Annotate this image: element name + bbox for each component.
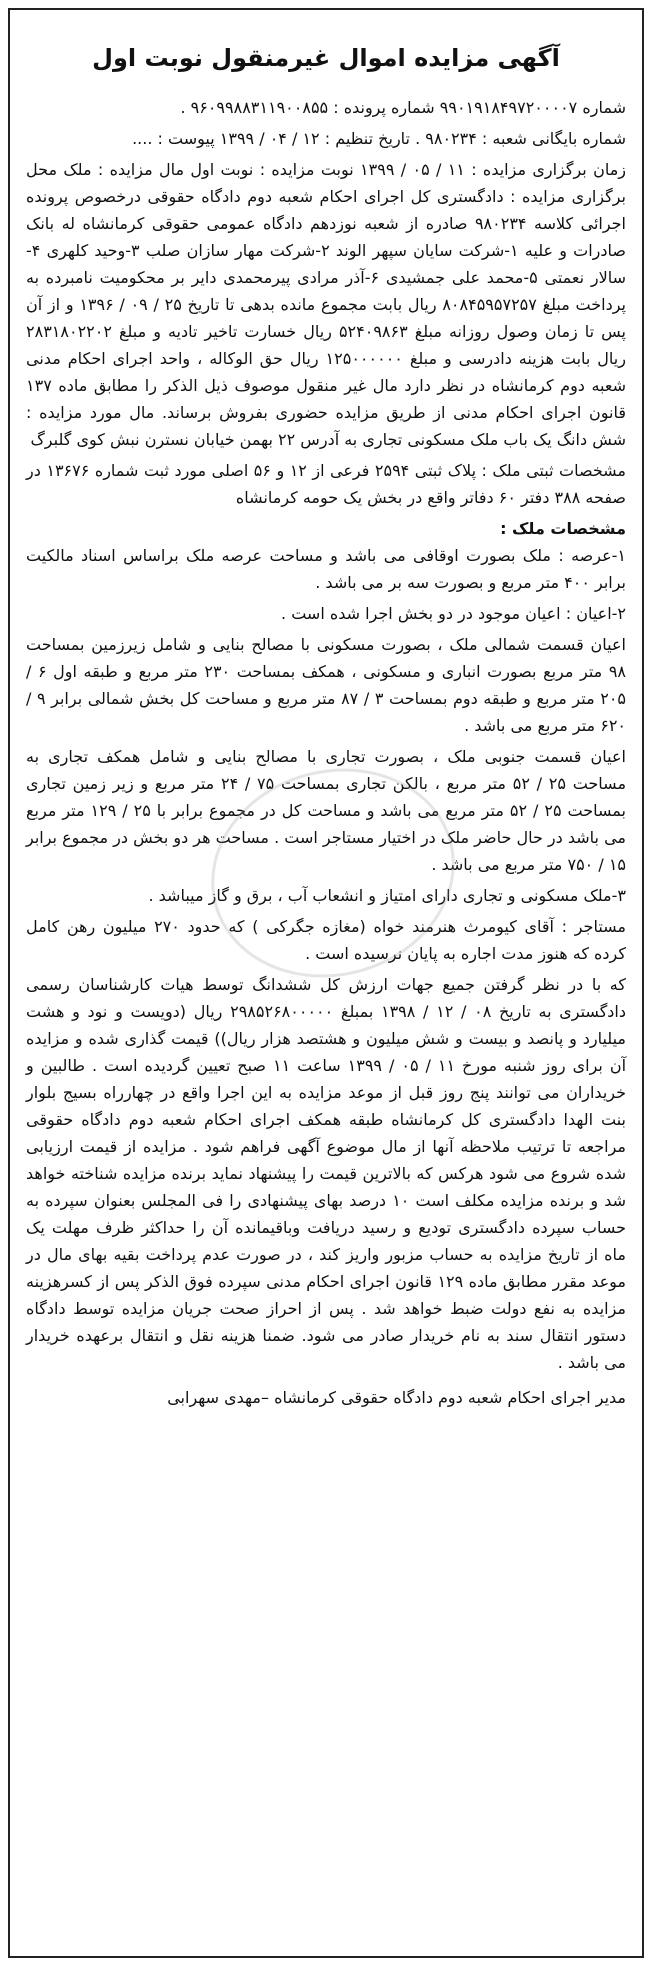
paragraph: شماره بایگانی شعبه : ۹۸۰۲۳۴ . تاریخ تنظیم : ۱۲ / ۰۴ / ۱۳۹۹ پیوست : .... — [132, 129, 626, 148]
notice-frame — [8, 8, 644, 1958]
spec-item: ۲-اعیان : اعیان موجود در دو بخش اجرا شده است . — [281, 604, 626, 623]
spec-item: مستاجر : آقای کیومرث هنرمند خواه (مغازه جگرکی ) که حدود ۲۷۰ میلیون رهن کامل کرده که هنوز مدت اجاره به پایان نرسیده است . — [26, 917, 626, 963]
paragraph: مشخصات ثبتی ملک : پلاک ثبتی ۲۵۹۴ فرعی از ۱۲ و ۵۶ اصلی مورد ثبت شماره ۱۳۶۷۶ در صفحه ۳۸۸ دفتر ۶۰ دفاتر واقع در بخش یک حومه کرمانشاه — [26, 461, 626, 507]
spec-item: اعیان قسمت جنوبی ملک ، بصورت تجاری با مصالح بنایی و شامل همکف تجاری به مساحت ۲۵ / ۵۲ متر مربع ، بالکن تجاری بمساحت ۷۵ / ۲۴ متر مربع و زیر زمین تجاری بمساحت ۲۵ / ۵۲ متر مربع می باشد و مساحت کل در مجموع برابر با ۲۵ / ۱۲۹ متر مربع می باشد در حال حاضر ملک در اختیار مستاجر است . مساحت هر دو بخش در مجموع برابر ۱۵ / ۷۵۰ متر مربع می باشد . — [26, 747, 627, 874]
spec-item: ۳-ملک مسکونی و تجاری دارای امتیاز و انشعاب آب ، برق و گاز میباشد . — [148, 886, 626, 905]
paragraph: زمان برگزاری مزایده : ۱۱ / ۰۵ / ۱۳۹۹ نوبت مزایده : نوبت اول مال مزایده : ملک محل برگزاری مزایده : دادگستری کل اجرای احکام شعبه دوم دادگاه حقوقی درخصوص پرونده اجرائی کلاسه ۹۸۰۲۳۴ صادره از شعبه نوزدهم دادگاه عمومی حقوقی کرمانشاه له بانک صادرات و علیه ۱-شرکت سایان سپهر الوند ۲-شرکت مهار سازان صلب ۳-وحید کلهری ۴-سالار نعمتی ۵-محمد علی جمشیدی ۶-آذر مرادی پیرمحمدی دایر بر محکومیت نامبرده به پرداخت مبلغ ۸۰۸۴۵۹۵۷۲۵۷ ریال بابت مجموع مانده بدهی تا تاریخ ۲۵ / ۰۹ / ۱۳۹۶ و از آن پس تا زمان وصول روزانه مبلغ ۵۲۴۰۹۸۶۳ ریال خسارت تاخیر تادیه و مبلغ ۲۸۳۱۸۰۲۲۰۲ ریال بابت هزینه دادرسی و مبلغ ۱۲۵۰۰۰۰۰۰ ریال حق الوکاله ، واحد اجرای احکام مدنی شعبه دوم کرمانشاه در نظر دارد مال غیر منقول موصوف ذیل الذکر را مطابق ماده ۱۳۷ قانون اجرای احکام مدنی از طریق مزایده حضوری بفروش برساند. مال مورد مزایده : شش دانگ یک باب ملک مسکونی تجاری به آدرس ۲۲ بهمن خیابان نسترن نبش کوی گلبرگ — [26, 160, 627, 449]
specs-heading: مشخصات ملک : — [500, 519, 626, 538]
paragraph: شماره ۹۹۰۱۹۱۸۴۹۷۲۰۰۰۰۷ شماره پرونده : ۹۶۰۹۹۸۸۳۱۱۹۰۰۸۵۵ . — [180, 98, 626, 117]
spec-item: اعیان قسمت شمالی ملک ، بصورت مسکونی با مصالح بنایی و شامل زیرزمین بمساحت ۹۸ متر مربع بصورت انباری و مسکونی ، همکف بمساحت ۲۳۰ متر مربع و طبقه اول ۶ / ۲۰۵ متر مربع و طبقه دوم بمساحت ۳ / ۸۷ متر مربع و مساحت کل بخش شمالی برابر ۹ / ۶۲۰ متر مربع می باشد . — [26, 635, 626, 735]
spec-item: که با در نظر گرفتن جمیع جهات ارزش کل ششدانگ توسط هیات کارشناسان رسمی دادگستری به تاریخ ۰۸ / ۱۲ / ۱۳۹۸ بمبلغ ۲۹۸۵۲۶۸۰۰۰۰۰ ریال (دویست و نود و هشت میلیارد و پانصد و بیست و شش میلیون و هشتصد هزار ریال)) قیمت گذاری شده و مزایده آن برای روز شنبه مورخ ۱۱ / ۰۵ / ۱۳۹۹ ساعت ۱۱ صبح تعیین گردیده است . طالبین و خریداران می توانند پنج روز قبل از موعد مزایده به این اجرا واقع در چهارراه بسیج بلوار بنت الهدا دادگستری کل کرمانشاه طبقه همکف اجرای احکام شعبه دوم دادگاه حقوقی مراجعه تا ترتیب ملاحظه آنها از مال موضوع آگهی فراهم شود . مزایده از قیمت ارزیابی شده شروع می شود هرکس که بالاترین قیمت را پیشنهاد نماید برنده مزایده شناخته خواهد شد و برنده مزایده مکلف است ۱۰ درصد بهای پیشنهادی را فی المجلس بعنوان سپرده به حساب سپرده دادگستری تودیع و رسید دریافت وباقیمانده آن را حداکثر ظرف مهلت یک ماه از تاریخ مزایده به حساب مزبور واریز کند ، در صورت عدم پرداخت بقیه بهای مال در موعد مقرر مطابق ماده ۱۲۹ قانون اجرای احکام مدنی سپرده فوق الذکر پس از کسرهزینه مزایده به نفع دولت ضبط خواهد شد . پس از احراز صحت جریان مزایده توسط دادگاه دستور انتقال سند به نام خریدار صادر می شود. ضمنا هزینه نقل و انتقال برعهده خریدار می باشد . — [26, 975, 627, 1372]
signature: مدیر اجرای احکام شعبه دوم دادگاه حقوقی کرمانشاه –مهدی سهرابی — [167, 1388, 626, 1407]
notice-title: آگهی مزایده اموال غیرمنقول نوبت اول — [92, 44, 560, 72]
spec-item: ۱-عرصه : ملک بصورت اوقافی می باشد و مساحت عرصه ملک براساس اسناد مالکیت برابر ۴۰۰ متر مربع و بصورت سه بر می باشد . — [26, 546, 626, 592]
